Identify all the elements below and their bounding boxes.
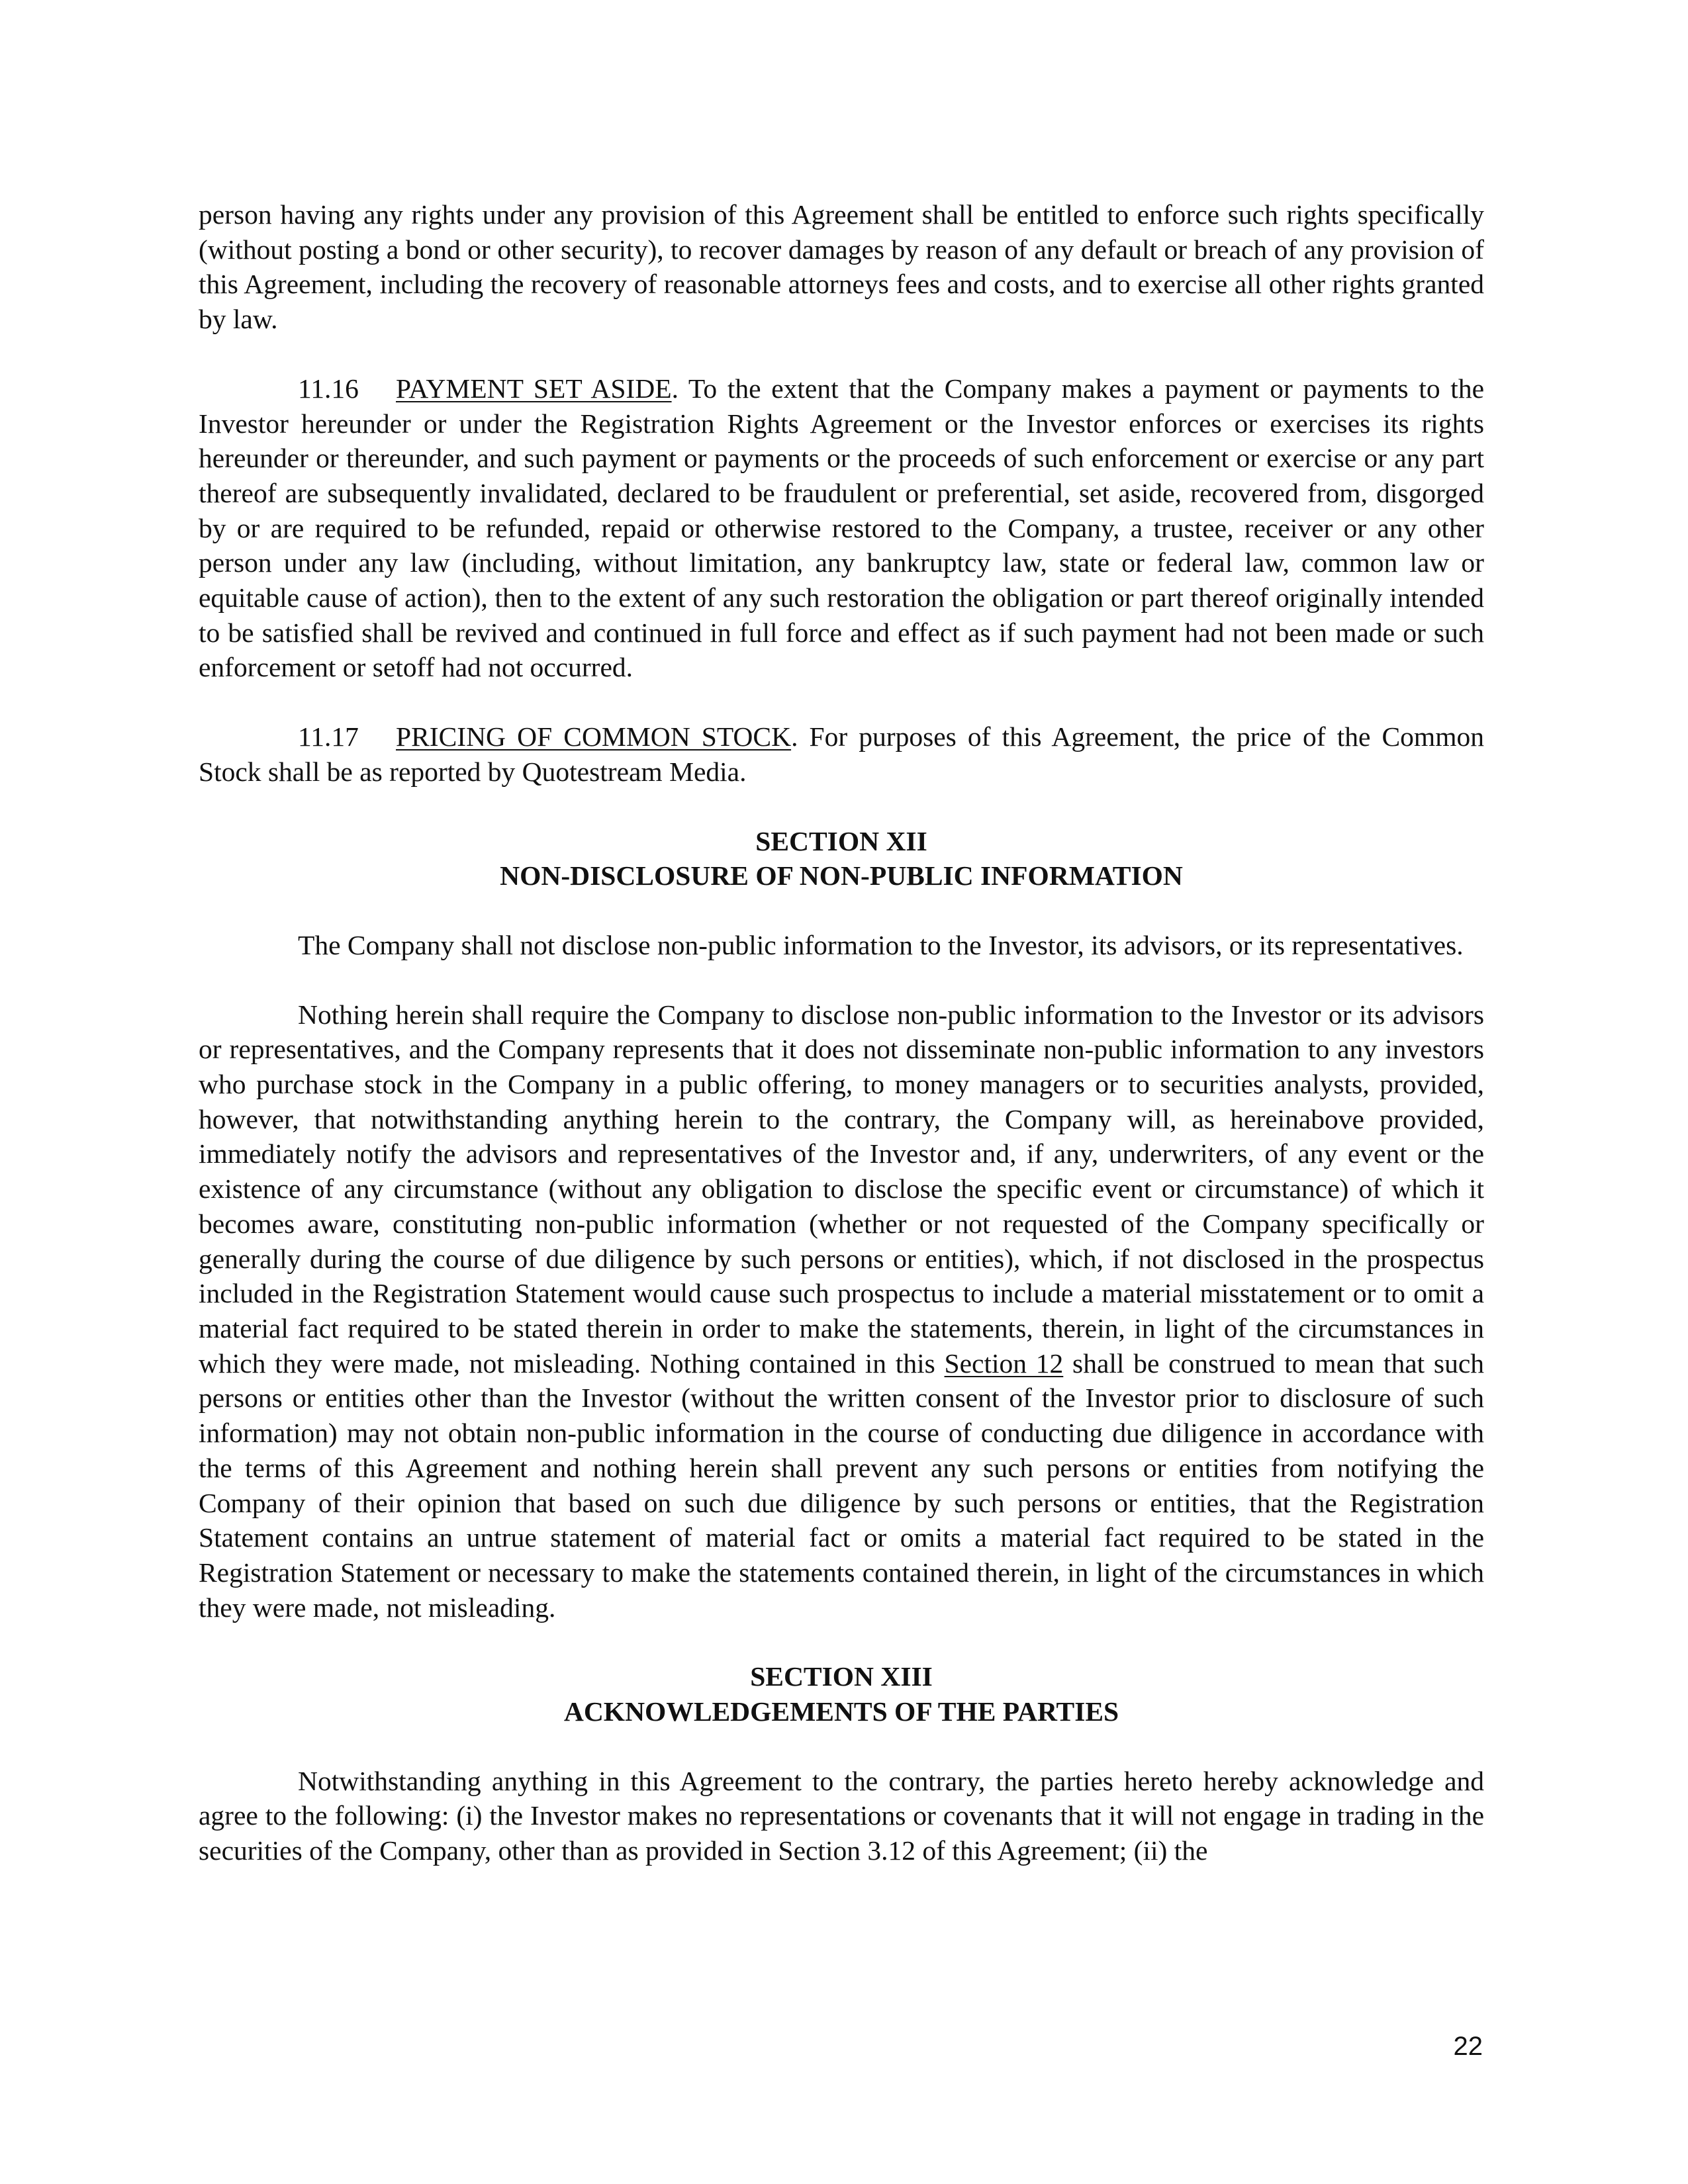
document-page [199,197,1484,1868]
section-11-17-title: PRICING OF COMMON STOCK [396,721,792,752]
section-12-paragraph-1: The Company shall not disclose non-public information to the Investor, its advisors, or its representatives. [298,929,1464,960]
section-13-paragraph-1: Notwithstanding anything in this Agreement to the contrary, the parties hereto hereby acknowledge and agree to the following: (i) the Investor makes no representations or covenants that it will not engage in trading in the securities of the Company, other than as provided in Section 3.12 of this Agreement; (ii) the [199,1765,1484,1866]
section-11-16-title: PAYMENT SET ASIDE [396,373,672,404]
section-12-reference-link: Section 12 [944,1347,1064,1379]
section-12-number: SECTION XII [755,825,927,856]
section-11-16-body: . To the extent that the Company makes a payment or payments to the Investor hereunder or under the Registration Rights Agreement or the Investor enforces or exercises its rights hereunder or thereunder, and such payment or payments or the proceeds of such enforcement or exercise or any part thereof are subsequently invalidated, declared to be fraudulent or preferential, set aside, recovered from, disgorged by or are required to be refunded, repaid or otherwise restored to the Company, a trustee, receiver or any other person under any law (including, without limitation, any bankruptcy law, state or federal law, common law or equitable cause of action), then to the extent of any such restoration the obligation or part thereof originally intended to be satisfied shall be revived and continued in full force and effect as if such payment had not been made or such enforcement or setoff had not occurred. [199,373,1484,683]
section-12-title: NON-DISCLOSURE OF NON-PUBLIC INFORMATION [500,860,1183,891]
section-11-16-number: 11.16 [298,373,359,404]
section-12-paragraph-2 [199,997,1484,1625]
section-13-heading [199,1659,1484,1729]
section-13-number: SECTION XIII [750,1661,933,1692]
section-11-17-body: . For purposes of this Agreement, the price of the Common Stock shall be as reported by Quotestream Media. [199,721,1484,787]
section-12-heading [199,824,1484,893]
section-11-16 [199,371,1484,685]
page-number: 22 [1453,2032,1483,2061]
section-13-title: ACKNOWLEDGEMENTS OF THE PARTIES [563,1696,1119,1727]
section-12-paragraph-2-part-2: shall be construed to mean that such persons or entities other than the Investor (without the written consent of the Investor prior to disclosure of such information) may not obtain non-public information in the course of conducting due diligence in accordance with the terms of this Agreement and nothing herein shall prevent any such persons or entities from notifying the Company of their opinion that based on such due diligence by such persons or entities, that the Registration Statement contains an untrue statement of material fact or omits a material fact required to be stated in the Registration Statement or necessary to make the statements contained therein, in light of the circumstances in which they were made, not misleading. [199,1347,1484,1623]
paragraph-continuation: person having any rights under any provision of this Agreement shall be entitled to enforce such rights specifically (without posting a bond or other security), to recover damages by reason of any default or breach of any provision of this Agreement, including the recovery of reasonable attorneys fees and costs, and to exercise all other rights granted by law. [199,199,1484,335]
section-11-17-number: 11.17 [298,721,359,752]
section-11-17 [199,719,1484,789]
section-12-paragraph-2-part-1: Nothing herein shall require the Company to disclose non-public information to the Investor or its advisors or representatives, and the Company represents that it does not disseminate non-public information to any investors who purchase stock in the Company in a public offering, to money managers or to securities analysts, provided, however, that notwithstanding anything herein to the contrary, the Company will, as hereinabove provided, immediately notify the advisors and representatives of the Investor and, if any, underwriters, of any event or the existence of any circumstance (without any obligation to disclose the specific event or circumstance) of which it becomes aware, constituting non-public information (whether or not requested of the Company specifically or generally during the course of due diligence by such persons or entities), which, if not disclosed in the prospectus included in the Registration Statement would cause such prospectus to include a material misstatement or to omit a material fact required to be stated therein in order to make the statements, therein, in light of the circumstances in which they were made, not misleading. Nothing contained in this [199,999,1484,1379]
